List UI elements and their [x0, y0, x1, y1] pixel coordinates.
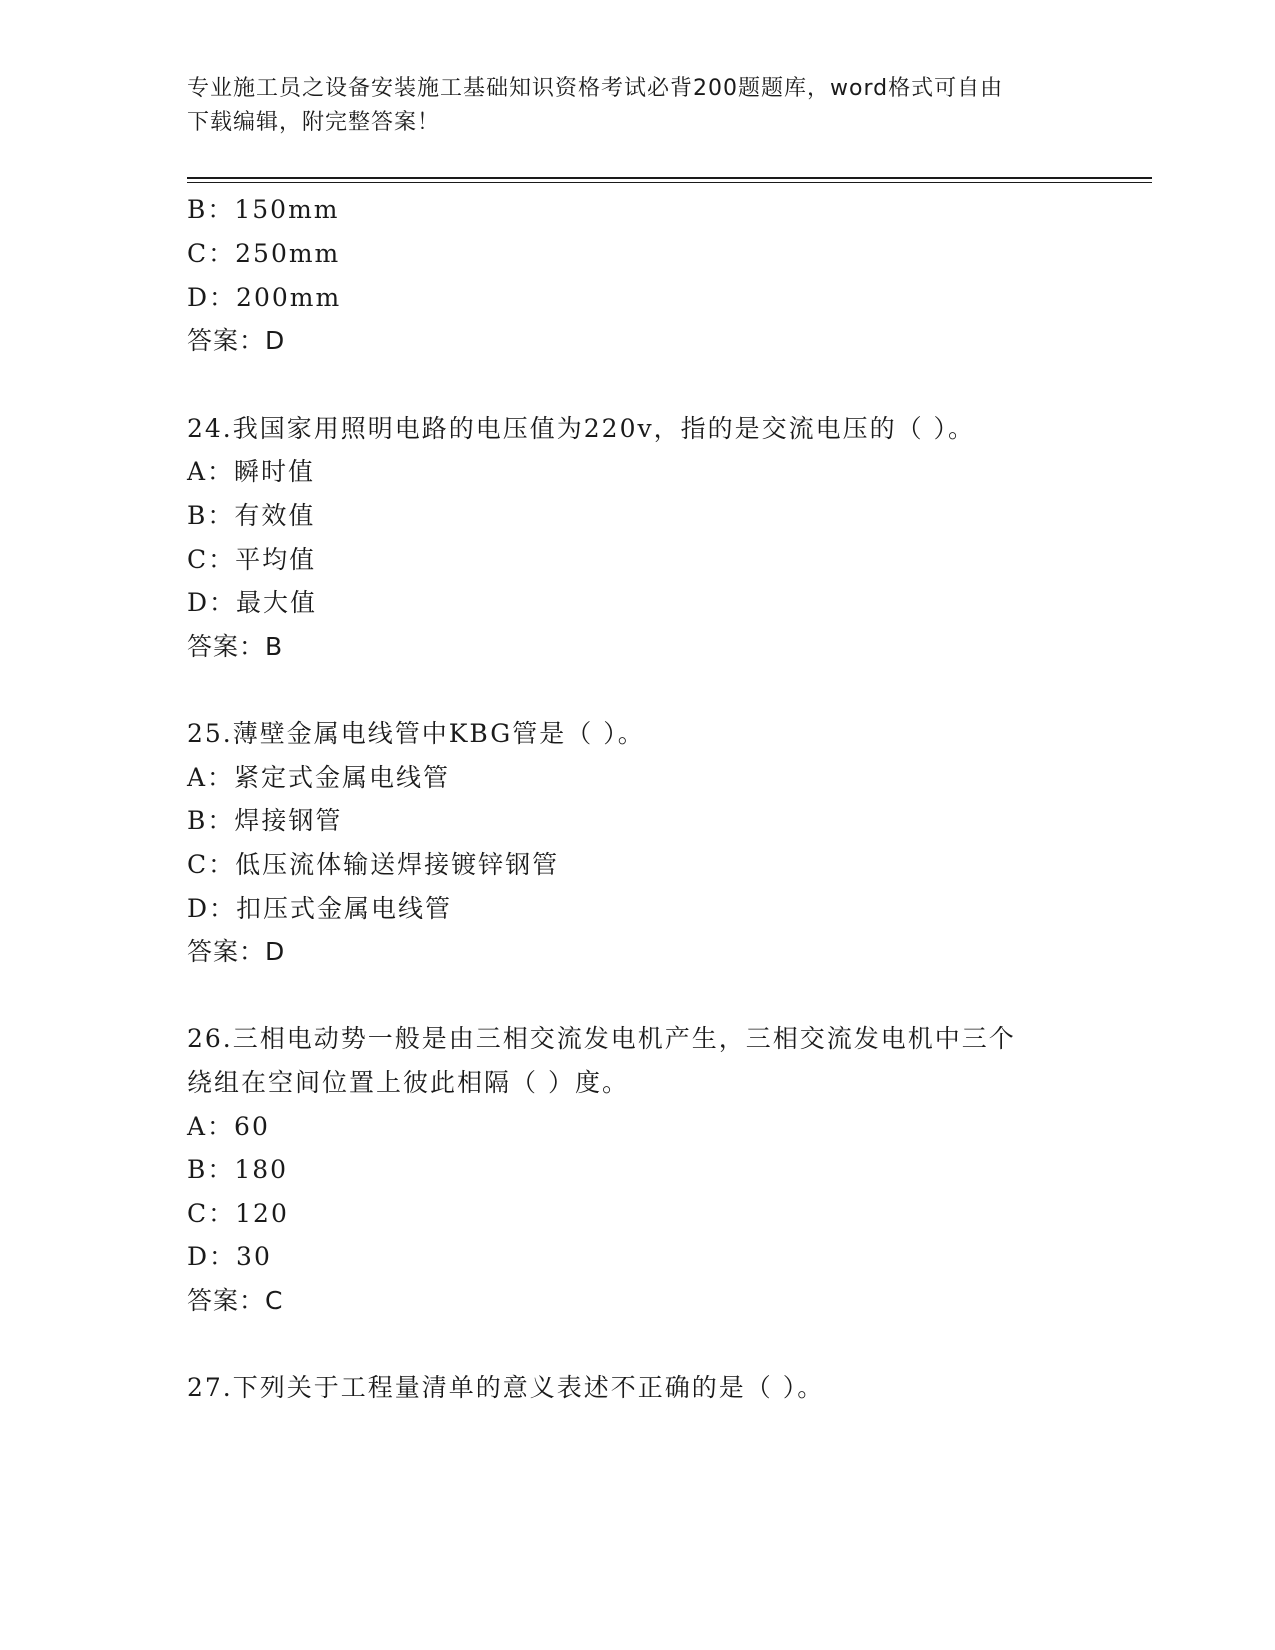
- q24-option-d: D：最大值: [187, 588, 318, 617]
- header-divider-thin: [187, 182, 1152, 183]
- q26-stem-line-2: 绕组在空间位置上彼此相隔（ ）度。: [187, 1068, 629, 1097]
- q24-option-b: B：有效值: [187, 501, 316, 530]
- q24-answer: 答案：B: [187, 632, 284, 661]
- q25-option-d: D：扣压式金属电线管: [187, 894, 453, 923]
- q23-answer: 答案：D: [187, 326, 286, 355]
- q25-option-c: C：低压流体输送焊接镀锌钢管: [187, 850, 560, 879]
- q24-stem: 24.我国家用照明电路的电压值为220v，指的是交流电压的（ ）。: [187, 414, 976, 443]
- document-header: [187, 72, 1087, 140]
- header-line-1: 专业施工员之设备安装施工基础知识资格考试必背200题题库，word格式可自由: [187, 76, 1004, 101]
- q24-option-c: C：平均值: [187, 545, 317, 574]
- q23-option-c: C：250mm: [187, 239, 341, 268]
- q23-option-d: D：200mm: [187, 283, 342, 312]
- q26-option-a: A：60: [187, 1112, 270, 1141]
- q26-stem-line-1: 26.三相电动势一般是由三相交流发电机产生，三相交流发电机中三个: [187, 1024, 1016, 1053]
- q24-option-a: A：瞬时值: [187, 457, 316, 486]
- header-divider-thick: [187, 177, 1152, 179]
- q25-stem: 25.薄壁金属电线管中KBG管是（ ）。: [187, 719, 645, 748]
- q26-option-c: C：120: [187, 1199, 289, 1228]
- q25-answer: 答案：D: [187, 937, 286, 966]
- q25-option-a: A：紧定式金属电线管: [187, 763, 451, 792]
- q26-option-b: B：180: [187, 1155, 289, 1184]
- q23-option-b: B：150mm: [187, 195, 340, 224]
- q26-option-d: D：30: [187, 1242, 272, 1271]
- header-line-2: 下载编辑，附完整答案！: [187, 110, 441, 135]
- q27-stem: 27.下列关于工程量清单的意义表述不正确的是（ ）。: [187, 1373, 825, 1402]
- q26-answer: 答案：C: [187, 1286, 284, 1315]
- q25-option-b: B：焊接钢管: [187, 806, 343, 835]
